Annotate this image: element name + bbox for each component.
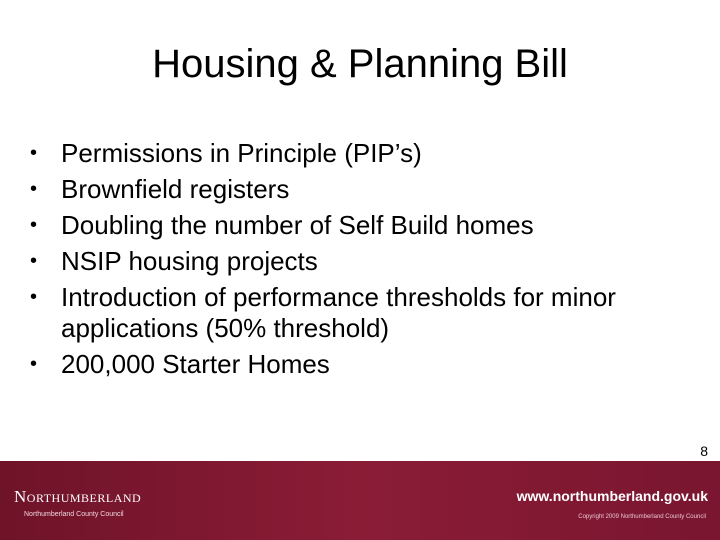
- bullet-text: 200,000 Starter Homes: [61, 349, 330, 379]
- bullet-marker: •: [30, 214, 38, 236]
- council-logo-subtext: Northumberland County Council: [24, 511, 124, 518]
- bullet-item: [30, 282, 701, 344]
- bullet-marker: •: [30, 178, 38, 200]
- council-logo: Northumberland: [14, 487, 142, 506]
- bullet-marker: •: [30, 250, 38, 272]
- slide-title: Housing & Planning Bill: [152, 42, 568, 86]
- website-link[interactable]: www.northumberland.gov.uk: [516, 488, 708, 504]
- bullet-text: NSIP housing projects: [61, 246, 318, 276]
- footer-banner: [0, 461, 720, 540]
- bullet-item: [30, 210, 700, 241]
- bullet-marker: •: [30, 142, 38, 164]
- bullet-marker: •: [30, 286, 38, 308]
- bullet-text: Brownfield registers: [61, 174, 290, 204]
- bullet-item: [30, 138, 700, 169]
- bullet-text: Introduction of performance thresholds for minor applications (50% threshold): [61, 282, 616, 343]
- bullet-item: [30, 174, 700, 205]
- page-number: 8: [700, 443, 708, 459]
- bullet-item: [30, 246, 700, 277]
- bullet-item: [30, 349, 700, 380]
- bullet-list: [30, 138, 700, 385]
- copyright-notice: Copyright 2009 Northumberland County Council: [578, 514, 706, 520]
- bullet-text: Permissions in Principle (PIP’s): [61, 138, 422, 168]
- bullet-text: Doubling the number of Self Build homes: [61, 210, 534, 240]
- bullet-marker: •: [30, 353, 38, 375]
